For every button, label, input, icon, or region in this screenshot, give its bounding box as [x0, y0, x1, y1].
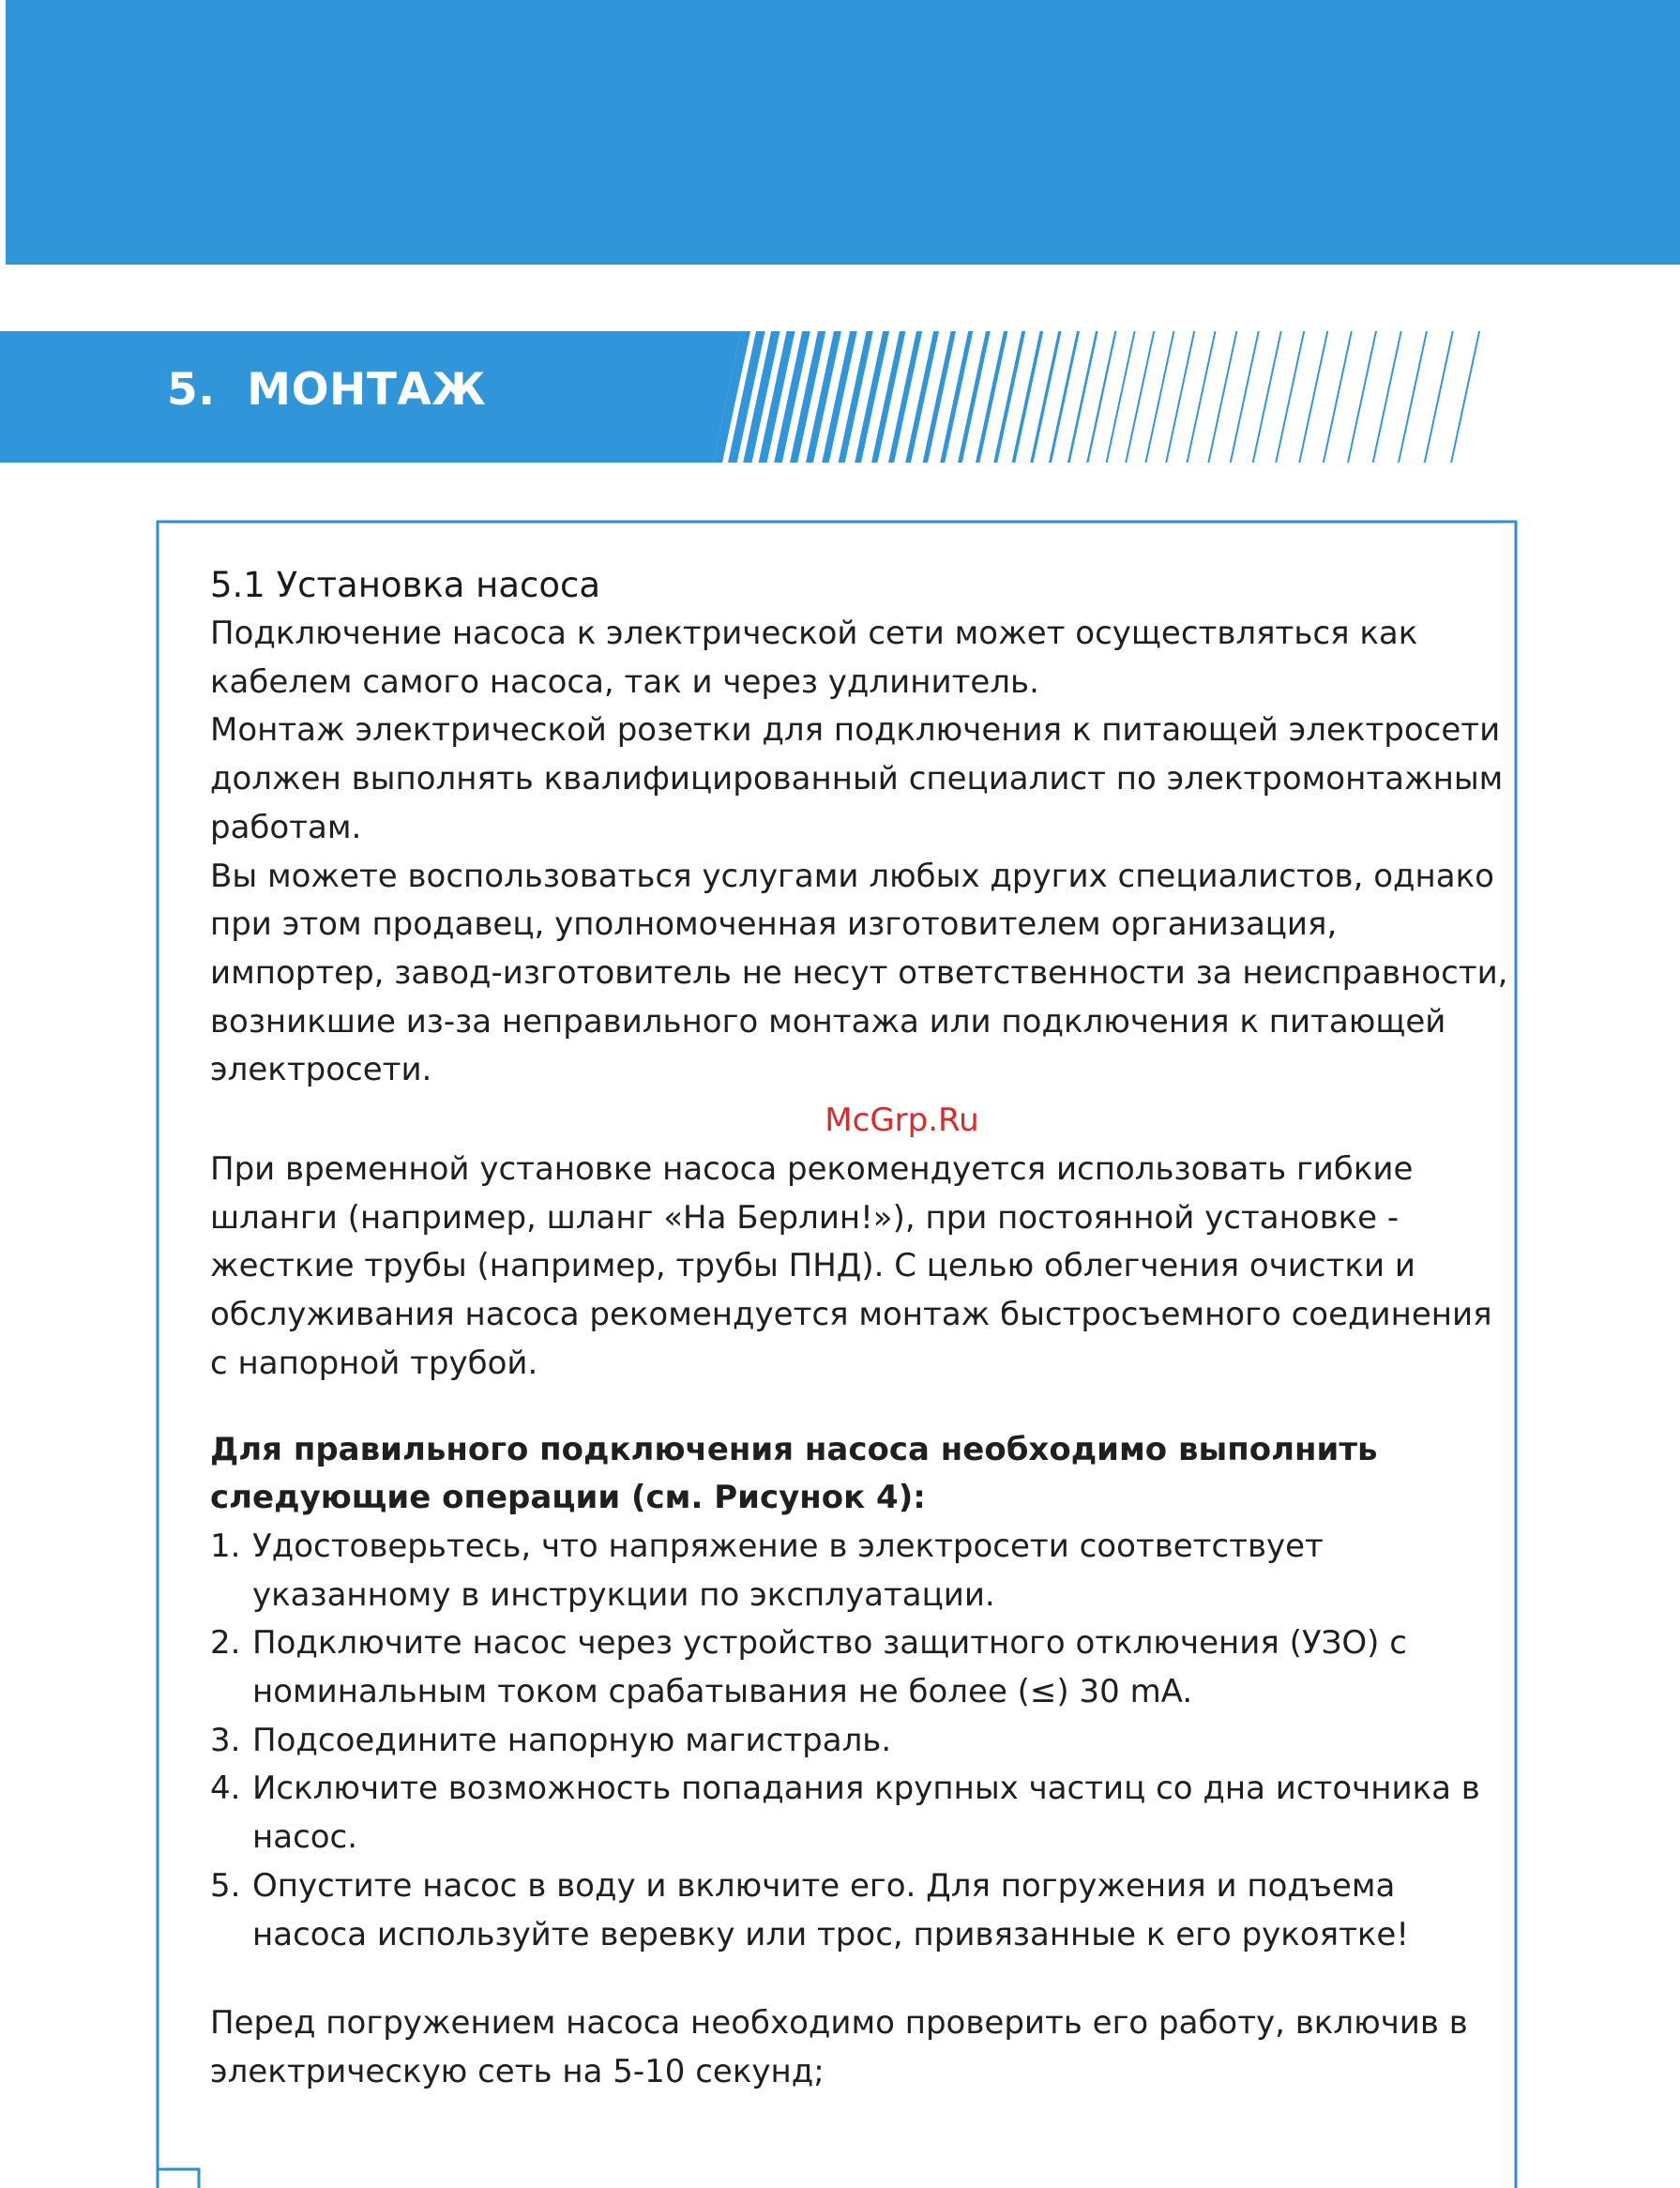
stripe-shape: [1372, 331, 1402, 463]
stripe-shape: [1012, 331, 1044, 463]
list-item: [210, 1862, 1509, 1959]
stripe-shape: [1207, 331, 1237, 463]
step-number: 5.: [210, 1866, 241, 1905]
stripe-shape: [1424, 331, 1454, 463]
stripe-shape: [839, 331, 873, 463]
step-text: Исключите возможность попадания крупных частиц со дна источника в насос.: [252, 1770, 1480, 1857]
stripe-shape: [905, 331, 939, 463]
list-item: [210, 1619, 1509, 1716]
step-text: Подсоедините напорную магистраль.: [252, 1721, 892, 1759]
stripe-shape: [871, 331, 906, 463]
stripe-shape: [1298, 331, 1328, 463]
section-number: 5.: [167, 364, 216, 416]
stripe-shape: [940, 331, 973, 463]
section-header-bar: [0, 331, 1680, 463]
subsection-title: 5.1 Установка насоса: [210, 565, 600, 605]
stripe-shape: [888, 331, 922, 463]
stripe-shape: [976, 331, 1007, 463]
stripe-shape: [1067, 331, 1098, 463]
stripe-shape: [1106, 331, 1136, 463]
stripe-shape: [1398, 331, 1428, 463]
instructions-list: [210, 1523, 1509, 1959]
stripe-shape: [1230, 331, 1260, 463]
list-item: [210, 1717, 1509, 1766]
content-area: [210, 561, 1509, 2097]
step-number: 2.: [210, 1624, 241, 1663]
stripe-shape: [993, 331, 1025, 463]
stripe-shape: [1323, 331, 1353, 463]
step-text: Подключите насос через устройство защитного отключения (УЗО) с номинальным током срабатывания не более (≤) 30 mA.: [252, 1624, 1407, 1711]
paragraph-socket: Монтаж электрической розетки для подключения к питающей электросети должен выполнять квалифицированный специалист по электромонтажным работам.: [210, 711, 1504, 846]
stripe-shape: [1275, 331, 1305, 463]
paragraph-liability: Вы можете воспользоваться услугами любых других специалистов, однако при этом продавец, уполномоченная изготовителем организация, импортер, завод-изготовитель не несут ответственности за неисправности, возникшие из-за неправильного монтажа или подключения к питающей электросети.: [210, 857, 1508, 1089]
closing-paragraph: Перед погружением насоса необходимо проверить его работу, включив в электрическую сеть на 5-10 секунд;: [210, 2004, 1468, 2090]
top-banner: [6, 0, 1680, 265]
stripe-shape: [855, 331, 889, 463]
stripe-shape: [1086, 331, 1116, 463]
stripe-shape: [958, 331, 991, 463]
step-number: 4.: [210, 1770, 241, 1808]
step-text: Удостоверьтесь, что напряжение в электросети соответствует указанному в инструкции по эксплуатации.: [252, 1527, 1324, 1614]
list-item: [210, 1523, 1509, 1619]
stripe-shape: [1450, 331, 1480, 463]
stripe-shape: [1347, 331, 1377, 463]
paragraph-hoses: При временной установке насоса рекомендуется использовать гибкие шланги (например, шланг «На Берлин!»), при постоянной установке - жесткие трубы (например, трубы ПНД). С целью облегчения очистки и обслуживания насоса рекомендуется монтаж быстросъемного соединения с напорной трубой.: [210, 1150, 1492, 1382]
section-title-text: МОНТАЖ: [247, 364, 487, 416]
stripe-shape: [1049, 331, 1080, 463]
stripe-shape: [1252, 331, 1282, 463]
paragraph-connection: Подключение насоса к электрической сети может осуществляться как кабелем самого насоса, так и через удлинитель.: [210, 615, 1418, 701]
stripe-shape: [1030, 331, 1061, 463]
instructions-heading: Для правильного подключения насоса необходимо выполнить следующие операции (см. Рисунок 4):: [210, 1430, 1378, 1517]
step-number: 1.: [210, 1527, 241, 1565]
section-title: [167, 364, 486, 416]
step-text: Опустите насос в воду и включите его. Для погружения и подъема насоса используйте веревку или трос, привязанные к его рукоятке!: [252, 1866, 1409, 1953]
spacer: [210, 1959, 1509, 1999]
step-number: 3.: [210, 1721, 241, 1759]
watermark-text: McGrp.Ru: [825, 1102, 979, 1140]
stripe-shape: [923, 331, 956, 463]
list-item: [210, 1765, 1509, 1861]
